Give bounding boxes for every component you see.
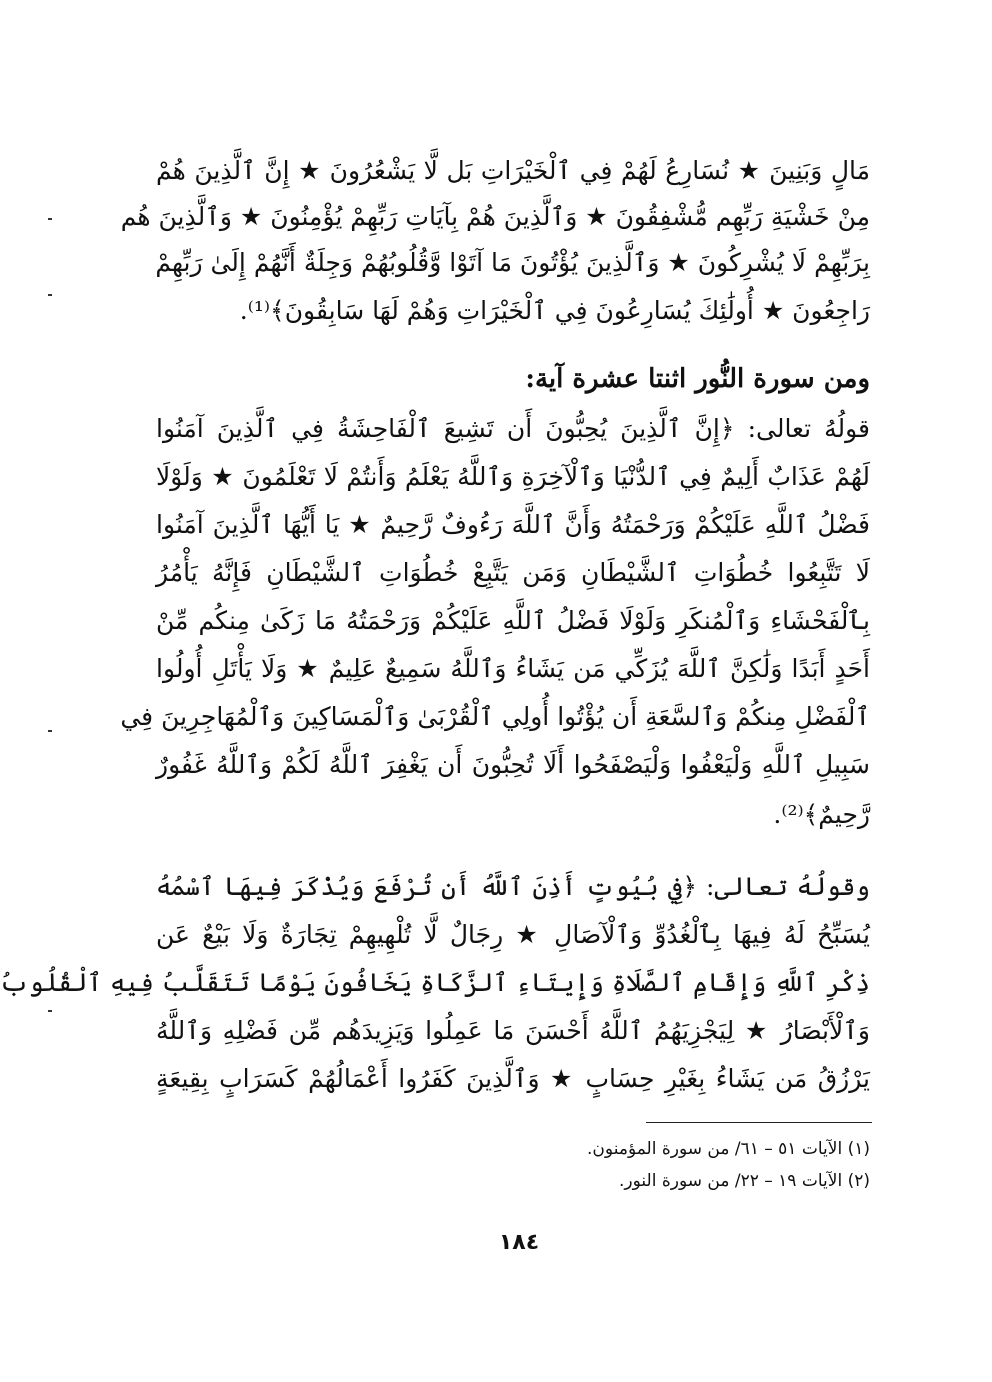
text-line: يَرْزُقُ مَن يَشَاءُ بِغَيْرِ حِسَابٍ ★ وَٱلَّذِينَ كَفَرُوا أَعْمَالُهُمْ كَسَرَابٍ بِقِيعَةٍ <box>156 1064 870 1093</box>
text-line: أَحَدٍ أَبَدًا وَلَٰكِنَّ ٱللَّهَ يُزَكِّي مَن يَشَاءُ وَٱللَّهُ سَمِيعٌ عَلِيمٌ ★ وَلَا يَأْتَلِ أُولُوا <box>156 654 870 683</box>
text-line: وَٱلْأَبْصَارُ ★ لِيَجْزِيَهُمُ ٱللَّهُ أَحْسَنَ مَا عَمِلُوا وَيَزِيدَهُم مِّن فَضْلِهِ وَٱللَّهُ <box>156 1016 870 1045</box>
footnote: (٢) الآيات ١٩ – ٢٢/ من سورة النور. <box>619 1171 870 1191</box>
text-line: رَاجِعُونَ ★ أُولَٰئِكَ يُسَارِعُونَ فِي ٱلْخَيْرَاتِ وَهُمْ لَهَا سَابِقُونَ﴾⁽¹⁾. <box>239 296 870 325</box>
scan-mark <box>48 1010 52 1012</box>
text-line: مِنْ خَشْيَةِ رَبِّهِم مُّشْفِقُونَ ★ وَٱلَّذِينَ هُمْ بِآيَاتِ رَبِّهِمْ يُؤْمِنُونَ ★ وَٱلَّذِينَ هُم <box>120 202 870 231</box>
text-line: فَضْلُ ٱللَّهِ عَلَيْكُمْ وَرَحْمَتُهُ وَأَنَّ ٱللَّهَ رَءُوفٌ رَّحِيمٌ ★ يَا أَيُّهَا ٱلَّذِينَ آمَنُوا <box>156 510 870 539</box>
footnote: (١) الآيات ٥١ – ٦١/ من سورة المؤمنون. <box>587 1139 870 1159</box>
scan-mark <box>48 218 52 220</box>
section-heading: ومن سورة النُّور اثنتا عشرة آية: <box>525 364 870 394</box>
footnote-separator <box>646 1122 872 1123</box>
text-line: مَالٍ وَبَنِينَ ★ نُسَارِعُ لَهُمْ فِي ٱلْخَيْرَاتِ بَل لَّا يَشْعُرُونَ ★ إِنَّ ٱلَّذِينَ هُمْ <box>156 156 870 185</box>
text-line: ذِكْرِ ٱللَّهِ وَإِقَامِ ٱلصَّلَاةِ وَإِيتَاءِ ٱلزَّكَاةِ يَخَافُونَ يَوْمًا تَتَقَلَّبُ فِيهِ ٱلْقُلُوبُ <box>0 968 870 997</box>
text-line: يُسَبِّحُ لَهُ فِيهَا بِٱلْغُدُوِّ وَٱلْآصَالِ ★ رِجَالٌ لَّا تُلْهِيهِمْ تِجَارَةٌ وَلَا بَيْعٌ عَن <box>156 920 870 949</box>
page-number: ١٨٤ <box>498 1230 540 1255</box>
text-line: قولُهُ تعالى: ﴿إِنَّ ٱلَّذِينَ يُحِبُّونَ أَن تَشِيعَ ٱلْفَاحِشَةُ فِي ٱلَّذِينَ آمَنُوا <box>156 414 870 443</box>
text-line: ٱلْفَضْلِ مِنكُمْ وَٱلسَّعَةِ أَن يُؤْتُوا أُولِي ٱلْقُرْبَىٰ وَٱلْمَسَاكِينَ وَٱلْمُهَاجِرِينَ فِي <box>120 702 870 731</box>
text-line: رَّحِيمٌ﴾⁽²⁾. <box>773 800 870 829</box>
text-line: لَا تَتَّبِعُوا خُطُوَاتِ ٱلشَّيْطَانِ وَمَن يَتَّبِعْ خُطُوَاتِ ٱلشَّيْطَانِ فَإِنَّهُ يَأْمُرُ <box>156 558 870 587</box>
text-line: لَهُمْ عَذَابٌ أَلِيمٌ فِي ٱلدُّنْيَا وَٱلْآخِرَةِ وَٱللَّهُ يَعْلَمُ وَأَنتُمْ لَا تَعْلَمُونَ ★ وَلَوْلَا <box>156 462 870 491</box>
text-line: وقولُهُ تعالى: ﴿فِي بُيُوتٍ أَذِنَ ٱللَّهُ أَن تُرْفَعَ وَيُذْكَرَ فِيهَا ٱسْمُهُ <box>156 872 870 901</box>
text-line: سَبِيلِ ٱللَّهِ وَلْيَعْفُوا وَلْيَصْفَحُوا أَلَا تُحِبُّونَ أَن يَغْفِرَ ٱللَّهُ لَكُمْ وَٱللَّهُ غَفُورٌ <box>156 750 870 779</box>
scan-mark <box>48 294 52 296</box>
scan-mark <box>48 730 52 732</box>
text-line: بِٱلْفَحْشَاءِ وَٱلْمُنكَرِ وَلَوْلَا فَضْلُ ٱللَّهِ عَلَيْكُمْ وَرَحْمَتُهُ مَا زَكَىٰ مِنكُم مِّنْ <box>156 606 870 635</box>
text-line: بِرَبِّهِمْ لَا يُشْرِكُونَ ★ وَٱلَّذِينَ يُؤْتُونَ مَا آتَوْا وَّقُلُوبُهُمْ وَجِلَةٌ أَنَّهُمْ إِلَىٰ رَبِّهِمْ <box>155 248 870 277</box>
